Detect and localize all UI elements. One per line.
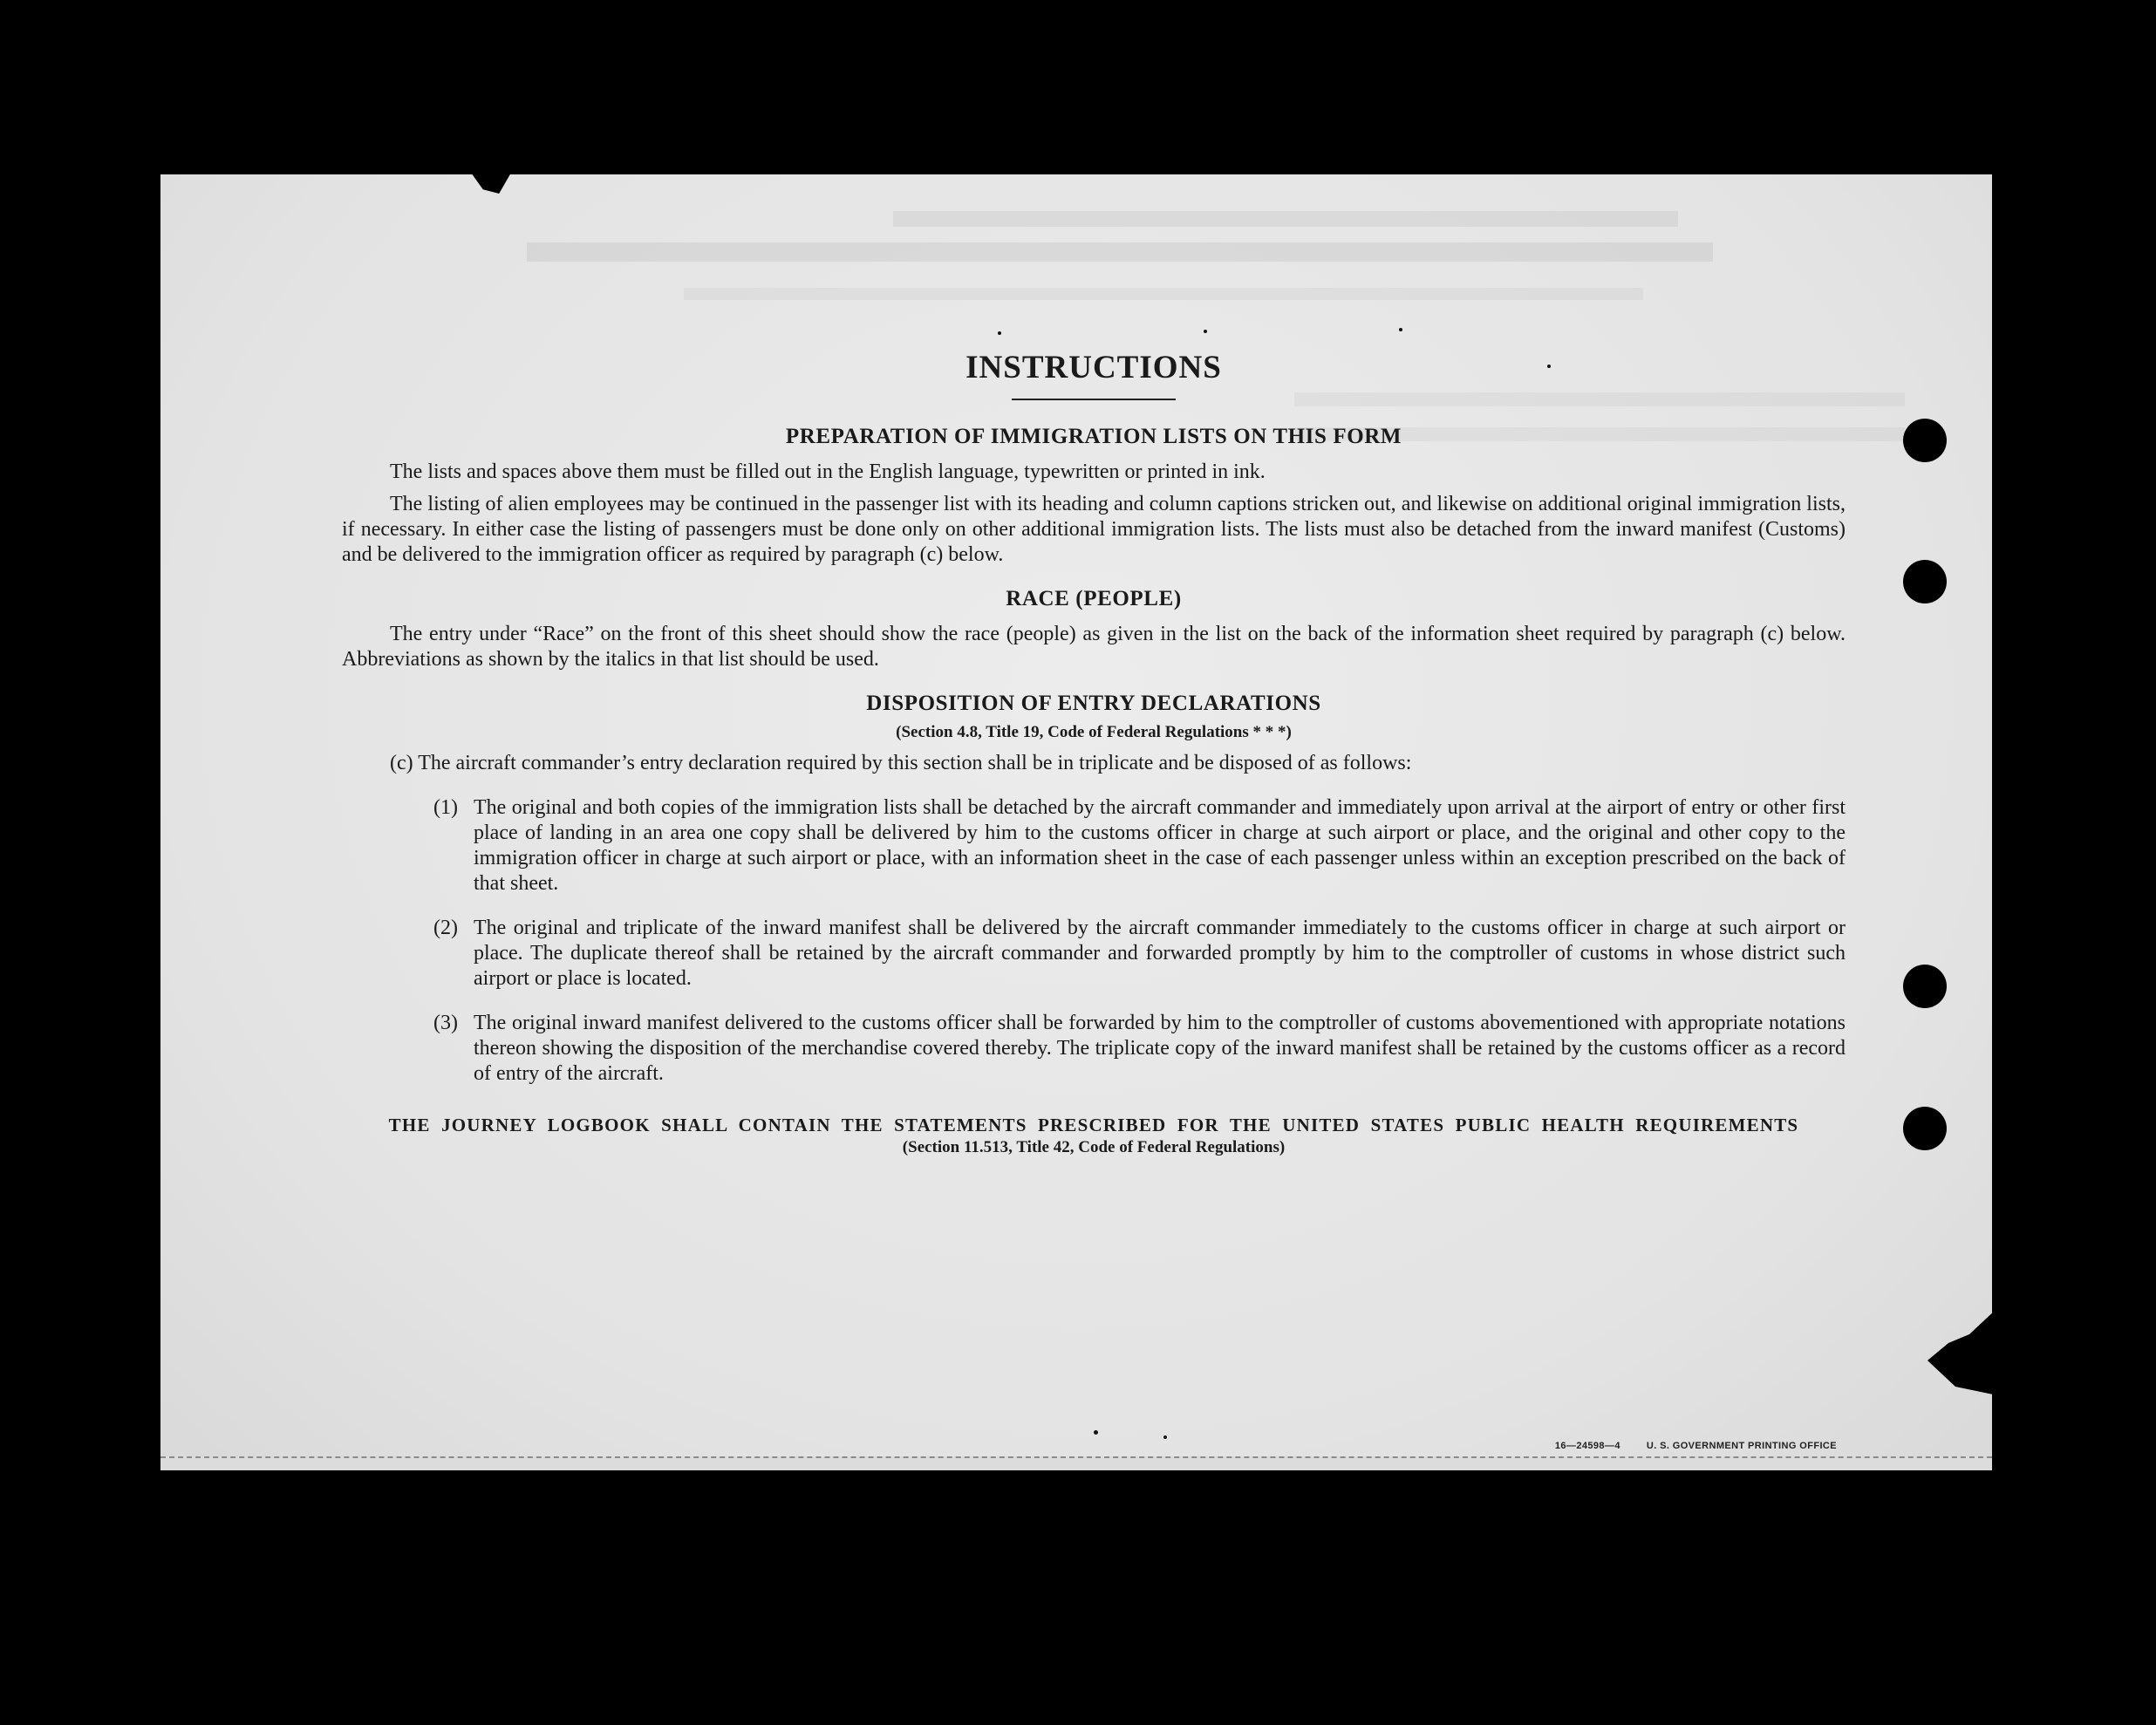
footer-statement: THE JOURNEY LOGBOOK SHALL CONTAIN THE STATEMENTS PRESCRIBED FOR THE UNITED STATES PUBLIC HEALTH REQUIREMENTS xyxy=(388,1115,1799,1135)
print-code: 16—24598—4 xyxy=(1554,1441,1620,1451)
printer-imprint xyxy=(1555,1441,1837,1451)
item-text: The original inward manifest delivered to the customs officer shall be forwarded by him to the comptroller of customs abovementioned with appropriate notations thereon showing the disposition of the merchandise covered thereby. The triplicate copy of the inward manifest shall be retained by the customs officer as a record of entry of the aircraft. xyxy=(474,1012,1846,1085)
item-text: The original and triplicate of the inward manifest shall be delivered by the aircraft commander immediately to the customs officer in charge at such airport or place. The duplicate thereof shall be retained by the aircraft commander and forwarded promptly by him to the comptroller of customs in whose district such airport or place is located. xyxy=(474,917,1846,990)
torn-edge xyxy=(1927,1308,1997,1395)
paragraph: The lists and spaces above them must be filled out in the English language, typewritten or printed in ink. xyxy=(390,460,1266,483)
bleed-through-mark xyxy=(684,288,1643,300)
perforated-edge xyxy=(160,1456,1992,1470)
item-text: The original and both copies of the immigration lists shall be detached by the aircraft commander and immediately upon arrival at the airport of entry or other first place of landing in an area one copy shall be delivered by him to the customs officer in charge at such airport or place, and the original and other copy to the immigration officer in charge at such airport or place, with an information sheet in the case of each passenger unless within an exception prescribed on the back of that sheet. xyxy=(474,796,1846,895)
list-item xyxy=(433,1011,1846,1087)
punch-hole xyxy=(1903,965,1947,1008)
bleed-through-mark xyxy=(527,242,1713,262)
section-immigration-lists xyxy=(342,425,1846,568)
title-underline xyxy=(1012,399,1176,400)
paragraph: The entry under “Race” on the front of this sheet should show the race (people) as given in the list on the back of the information sheet required by paragraph (c) below. Abbreviations as shown by the italics in that list should be used. xyxy=(342,623,1846,671)
punch-hole xyxy=(1903,560,1947,603)
list-item xyxy=(433,795,1846,897)
ink-speck xyxy=(1204,330,1207,333)
section-heading: RACE (PEOPLE) xyxy=(1006,587,1182,610)
item-number: (3) xyxy=(433,1012,458,1034)
section-citation: (Section 4.8, Title 19, Code of Federal Regulations * * *) xyxy=(896,723,1292,741)
punch-hole xyxy=(1903,1107,1947,1150)
punch-hole xyxy=(1903,419,1947,462)
torn-edge xyxy=(471,173,511,194)
item-number: (2) xyxy=(433,917,458,939)
section-race xyxy=(342,587,1846,672)
printer-name: U. S. GOVERNMENT PRINTING OFFICE xyxy=(1646,1441,1837,1451)
ink-speck xyxy=(998,331,1001,335)
paragraph: The listing of alien employees may be continued in the passenger list with its heading and column captions stricken out, and likewise on additional original immigration lists, if necessary. In either case the listing of passengers must be done only on other additional immigration lists. The lists must also be detached from the inward manifest (Customs) and be delivered to the immigration officer as required by paragraph (c) below. xyxy=(342,493,1846,566)
section-disposition xyxy=(342,692,1846,1087)
document-sheet xyxy=(160,174,1992,1470)
ink-speck xyxy=(1399,328,1402,331)
paragraph-c xyxy=(342,751,1846,776)
page-title: INSTRUCTIONS xyxy=(965,350,1222,385)
footer-citation: (Section 11.513, Title 42, Code of Federal Regulations) xyxy=(902,1138,1286,1156)
ink-speck xyxy=(1094,1430,1098,1435)
paragraph-label: (c) xyxy=(390,752,413,774)
section-heading: DISPOSITION OF ENTRY DECLARATIONS xyxy=(866,692,1321,715)
bleed-through-mark xyxy=(893,211,1678,227)
list-item xyxy=(433,916,1846,992)
section-heading: PREPARATION OF IMMIGRATION LISTS ON THIS FORM xyxy=(785,425,1402,448)
item-number: (1) xyxy=(433,796,458,819)
instructions-content xyxy=(342,349,1846,1157)
paragraph-text: The aircraft commander’s entry declaration required by this section shall be in triplicate and be disposed of as follows: xyxy=(418,752,1412,774)
ink-speck xyxy=(1163,1435,1167,1439)
